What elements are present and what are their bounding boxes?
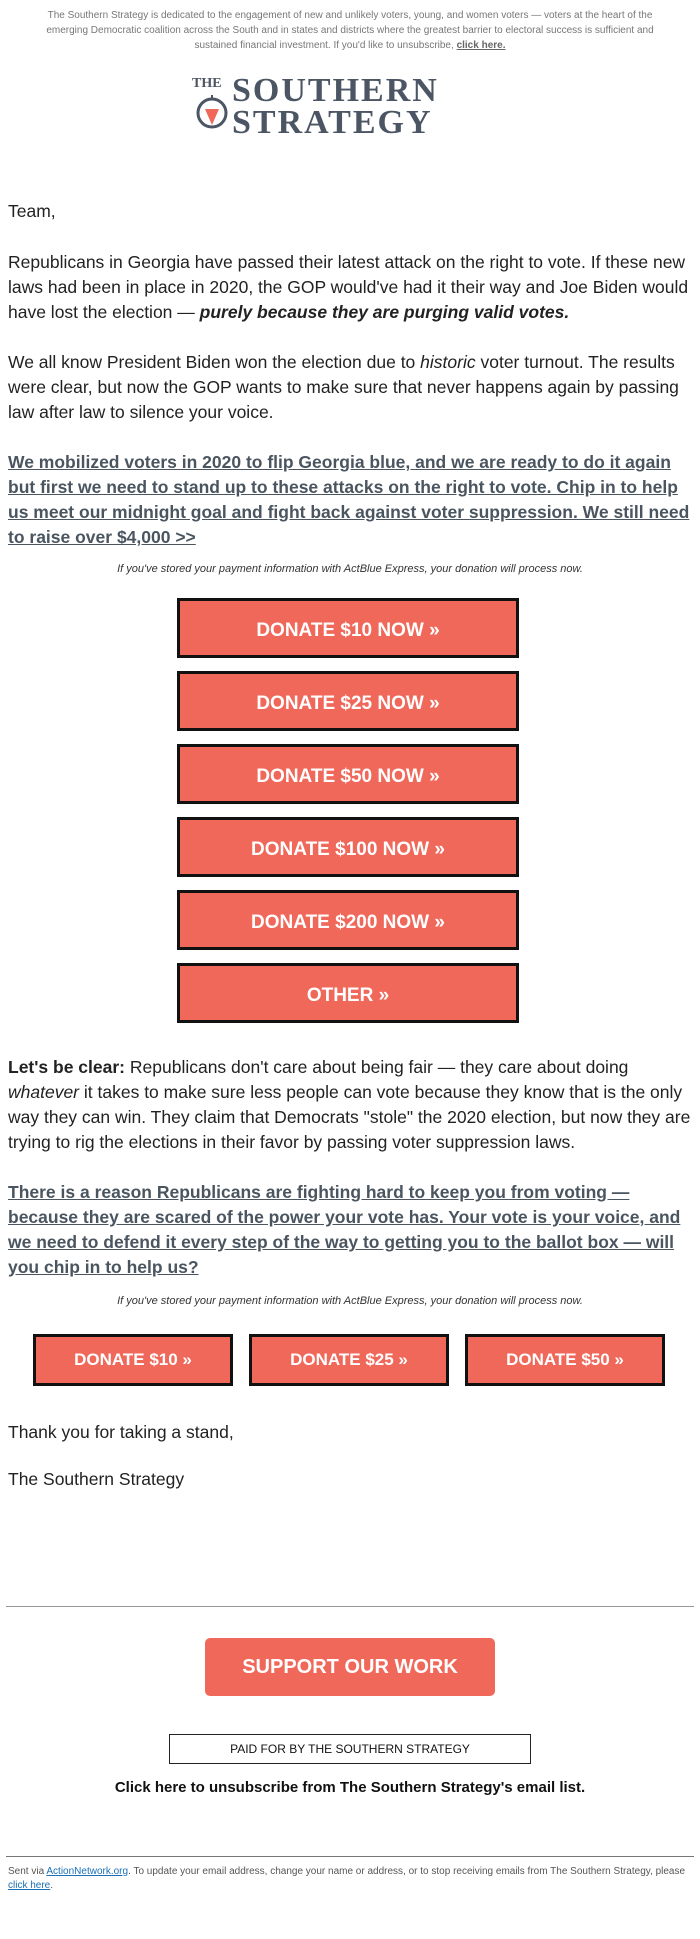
footer-divider [6, 1606, 694, 1607]
sent-via-text-b: . To update your email address, change your name or address, or to stop receiving emails from The Southern Strategy, please [128, 1866, 686, 1877]
sent-via-text-c: . [50, 1880, 54, 1891]
thanks-line: Thank you for taking a stand, [8, 1422, 234, 1442]
paid-for-by: PAID FOR BY THE SOUTHERN STRATEGY [169, 1734, 531, 1764]
unsubscribe-link[interactable]: Click here to unsubscribe from The Southern Strategy's email list. [114, 1779, 586, 1796]
cta-link-2[interactable]: There is a reason Republicans are fighting hard to keep you from voting — because they are scared of the power your vote has. Your vote is your voice, and we need to defend it every step of the way to getting you to the ballot box — will you chip in to help us? [8, 1182, 681, 1277]
donate-other-button[interactable]: OTHER » [177, 963, 519, 1023]
paragraph-3 [0, 1055, 700, 1155]
donate-10-button[interactable]: DONATE $10 NOW » [177, 598, 519, 658]
compass-icon [198, 95, 226, 127]
donate-10-small-button[interactable]: DONATE $10 » [33, 1334, 233, 1386]
paragraph-1 [0, 250, 700, 325]
paragraph-1-emphasis: purely because they are purging valid votes. [199, 302, 570, 322]
manage-email-link[interactable]: click here [8, 1880, 51, 1891]
donate-25-small-button[interactable]: DONATE $25 » [249, 1334, 449, 1386]
sent-via-footer [8, 1865, 688, 1893]
actionnetwork-link[interactable]: ActionNetwork.org [46, 1866, 129, 1877]
footer-bottom-divider [6, 1856, 694, 1857]
paragraph-3-text-a: Republicans don't care about being fair — they care about doing [129, 1057, 629, 1077]
logo-line2: STRATEGY [232, 104, 433, 139]
paragraph-1-text: Republicans in Georgia have passed their latest attack on the right to vote. If these new laws had been in place in 2020, the GOP would've had it their way and Joe Biden would have lost the election — [8, 252, 689, 322]
southern-strategy-logo [190, 69, 510, 139]
paragraph-2 [0, 350, 700, 425]
paragraph-2-text-a: We all know President Biden won the election due to [8, 352, 416, 372]
donate-50-small-button[interactable]: DONATE $50 » [465, 1334, 665, 1386]
support-our-work-button[interactable]: SUPPORT OUR WORK [205, 1638, 495, 1696]
preheader [40, 0, 660, 53]
logo-line1: SOUTHERN [232, 72, 439, 109]
cta-paragraph-2 [0, 1180, 700, 1280]
preheader-text: The Southern Strategy is dedicated to the engagement of new and unlikely voters, young, and women voters — voters at the heart of the emerging Democratic coalition across the South and in states and districts where the greatest barrier to electoral success is sufficient and sustained financial investment. If you'd like to unsubscribe, [46, 10, 654, 51]
paragraph-2-emphasis: historic [420, 352, 476, 372]
preheader-unsubscribe-link[interactable]: click here. [456, 40, 506, 51]
donate-200-button[interactable]: DONATE $200 NOW » [177, 890, 519, 950]
paragraph-3-bold: Let's be clear: [8, 1057, 125, 1077]
paragraph-2-text-b: voter turnout. The results were clear, but now the GOP wants to make sure that never happens again by passing law after law to silence your voice. [8, 352, 679, 422]
donate-25-button[interactable]: DONATE $25 NOW » [177, 671, 519, 731]
actblue-note-2: If you've stored your payment information with ActBlue Express, your donation will process now. [117, 1295, 583, 1307]
donate-100-button[interactable]: DONATE $100 NOW » [177, 817, 519, 877]
greeting: Team, [8, 201, 56, 221]
paragraph-3-emphasis: whatever [8, 1082, 80, 1102]
donate-50-button[interactable]: DONATE $50 NOW » [177, 744, 519, 804]
paragraph-3-text-b: it takes to make sure less people can vote because they know that is the only way they can win. They claim that Democrats "stole" the 2020 election, but now they are trying to rig the elections in their favor by passing voter suppression laws. [8, 1082, 691, 1152]
logo-the: THE [192, 76, 222, 91]
sent-via-text: Sent via [8, 1866, 45, 1877]
signoff: The Southern Strategy [8, 1469, 185, 1489]
actblue-note-1: If you've stored your payment information with ActBlue Express, your donation will process now. [117, 563, 583, 575]
cta-link-1[interactable]: We mobilized voters in 2020 to flip Georgia blue, and we are ready to do it again but first we need to stand up to these attacks on the right to vote. Chip in to help us meet our midnight goal and fight back against voter suppression. We still need to raise over $4,000 >> [8, 452, 690, 547]
cta-paragraph-1 [0, 450, 700, 550]
